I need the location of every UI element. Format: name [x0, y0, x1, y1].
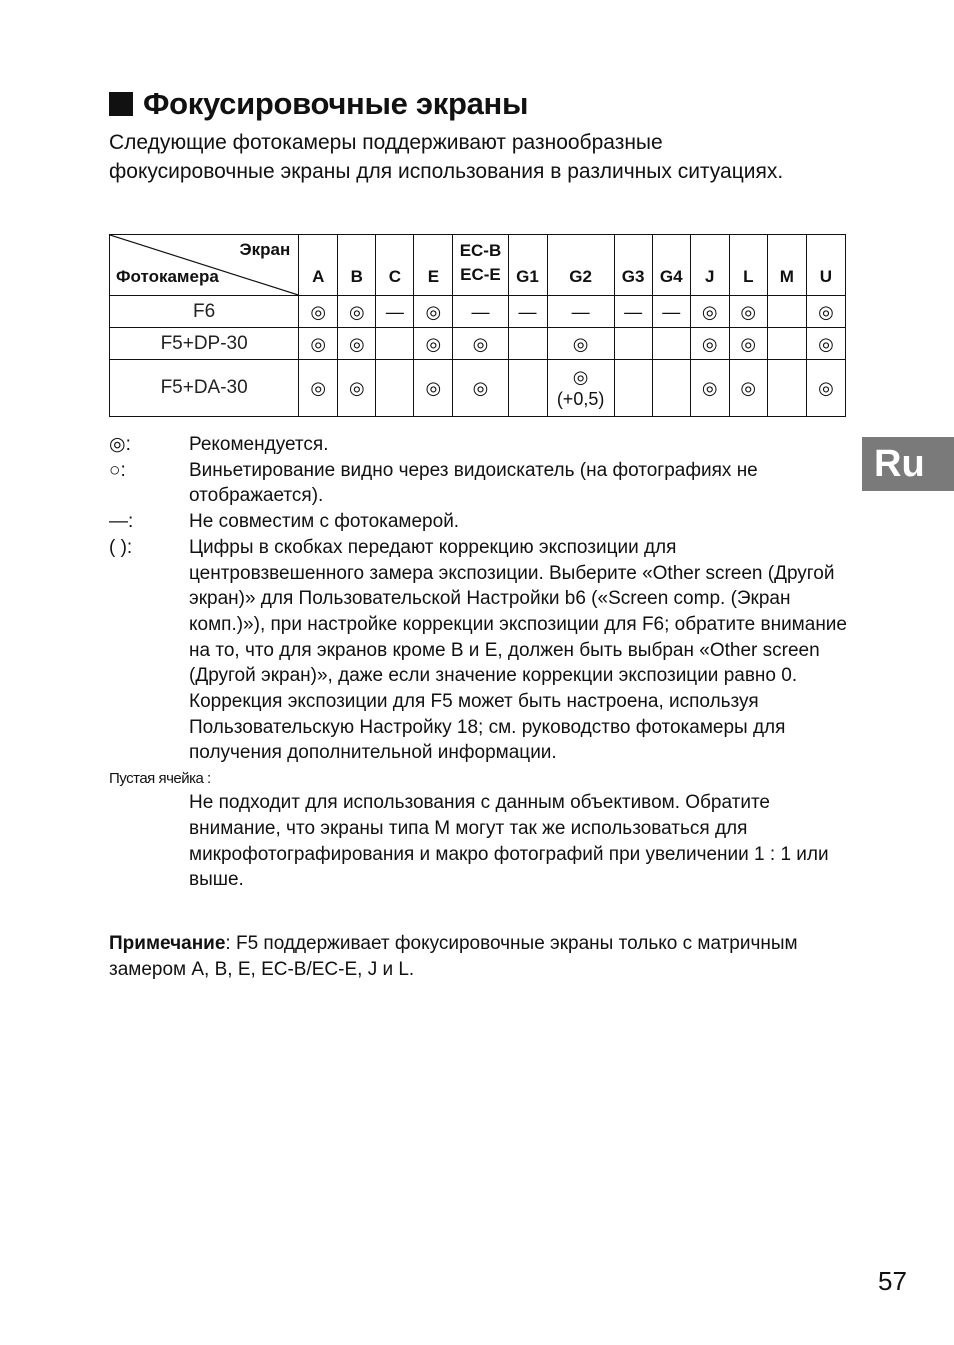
focusing-screens-table [109, 234, 846, 417]
table-cell [767, 360, 806, 417]
column-header: E [414, 235, 453, 296]
corner-label-screen: Экран [239, 240, 291, 259]
column-header-ece: EC-E [460, 265, 501, 284]
table-cell: ◎ [414, 296, 453, 328]
table-cell: ◎ [338, 296, 376, 328]
table-cell [376, 328, 414, 360]
intro-paragraph: Следующие фотокамеры поддерживают разнообразные фокусировочные экраны для использования в различных ситуациях. [109, 131, 784, 183]
legend-item [109, 509, 849, 535]
camera-name: F6 [110, 296, 299, 328]
legend-key: —: [109, 511, 134, 533]
legend-text: Не совместим с фотокамерой. [189, 511, 460, 533]
column-header: G2 [547, 235, 614, 296]
legend [109, 432, 849, 893]
table-cell: ◎ [547, 328, 614, 360]
table-cell-symbol: ◎ [572, 367, 589, 387]
table-cell: ◎ [729, 360, 767, 417]
camera-name: F5+DP-30 [110, 328, 299, 360]
table-cell: ◎ [299, 296, 338, 328]
empty-cell-text: Не подходит для использования с данным объективом. Обратите внимание, что экраны типа M могут так же использоваться для микрофотографирования и макро фотографий при увеличении 1 : 1 или выше. [189, 792, 829, 891]
table-cell: ◎ [729, 296, 767, 328]
legend-key: ○: [109, 459, 126, 481]
table-cell [376, 360, 414, 417]
column-header: J [690, 235, 729, 296]
table-cell: ◎ [806, 296, 845, 328]
legend-item [109, 432, 849, 458]
table-cell: ◎ [338, 328, 376, 360]
column-header-ecb: EC-B [459, 241, 502, 260]
column-header: L [729, 235, 767, 296]
table-cell: ◎ [414, 360, 453, 417]
legend-text: Виньетирование видно через видоискатель (на фотографиях не отображается). [189, 459, 758, 507]
table-cell: — [652, 296, 690, 328]
note-text: : F5 поддерживает фокусировочные экраны только с матричным замером A, B, E, EC-B/EC-E, J и L. [109, 933, 798, 980]
camera-name: F5+DA-30 [110, 360, 299, 417]
language-tab: Ru [862, 437, 954, 491]
legend-text: Рекомендуется. [189, 434, 329, 455]
table-cell [508, 360, 547, 417]
corner-label-camera: Фотокамера [116, 267, 219, 286]
table-cell [614, 328, 652, 360]
section-title: Фокусировочные экраны [143, 86, 529, 121]
section-heading [109, 84, 528, 124]
table-cell [767, 296, 806, 328]
table-cell: ◎ [690, 296, 729, 328]
legend-key: ( ): [109, 536, 133, 558]
empty-cell-label: Пустая ячейка : [109, 770, 211, 788]
table-row [110, 296, 846, 328]
table-cell: — [547, 296, 614, 328]
table-cell [652, 360, 690, 417]
table-cell [614, 360, 652, 417]
table-header-row [110, 235, 846, 296]
table-cell: ◎ [806, 360, 845, 417]
table-cell: ◎ [690, 328, 729, 360]
table-cell-g2 [547, 360, 614, 417]
square-bullet-icon [109, 92, 133, 116]
table-corner-cell [110, 235, 299, 296]
legend-text: Цифры в скобках передают коррекцию экспозиции для центровзвешенного замера экспозиции. Выберите «Other screen (Другой экран)» для Пользовательской Настройки b6 («Screen comp. (Экран комп.)»), при настройке коррекции экспозиции для F6; обратите внимание на то, что для экранов кроме B и E, должен быть выбран «Other screen (Другой экран)», даже если значение коррекции экспозиции равно 0. Коррекция экспозиции для F5 может быть настроена, используя Пользовательскую Настройку 18; см. руководство фотокамеры для получения дополнительной информации. [189, 536, 847, 764]
table-cell: ◎ [299, 328, 338, 360]
table-cell: — [376, 296, 414, 328]
table-cell [652, 328, 690, 360]
column-header: C [376, 235, 414, 296]
table-cell [767, 328, 806, 360]
column-header: U [806, 235, 845, 296]
legend-key: ◎: [109, 434, 131, 455]
legend-item [109, 535, 849, 766]
note-paragraph [109, 931, 849, 983]
column-header: G3 [614, 235, 652, 296]
table-cell: ◎ [453, 360, 508, 417]
table-cell: ◎ [729, 328, 767, 360]
table-cell: ◎ [453, 328, 508, 360]
column-header: G1 [508, 235, 547, 296]
table-row [110, 328, 846, 360]
table-cell: ◎ [299, 360, 338, 417]
page-number: 57 [878, 1266, 907, 1296]
table-cell: — [453, 296, 508, 328]
table-cell: ◎ [414, 328, 453, 360]
column-header [453, 235, 508, 296]
exposure-correction-value: (+0,5) [556, 389, 605, 409]
column-header: B [338, 235, 376, 296]
column-header: A [299, 235, 338, 296]
column-header: G4 [652, 235, 690, 296]
table-cell: ◎ [338, 360, 376, 417]
table-cell: ◎ [806, 328, 845, 360]
column-header: M [767, 235, 806, 296]
table-cell: — [614, 296, 652, 328]
table-cell [508, 328, 547, 360]
table-row [110, 360, 846, 417]
table-cell: ◎ [690, 360, 729, 417]
table-cell: — [508, 296, 547, 328]
legend-item [109, 458, 849, 509]
note-label: Примечание [109, 933, 226, 954]
